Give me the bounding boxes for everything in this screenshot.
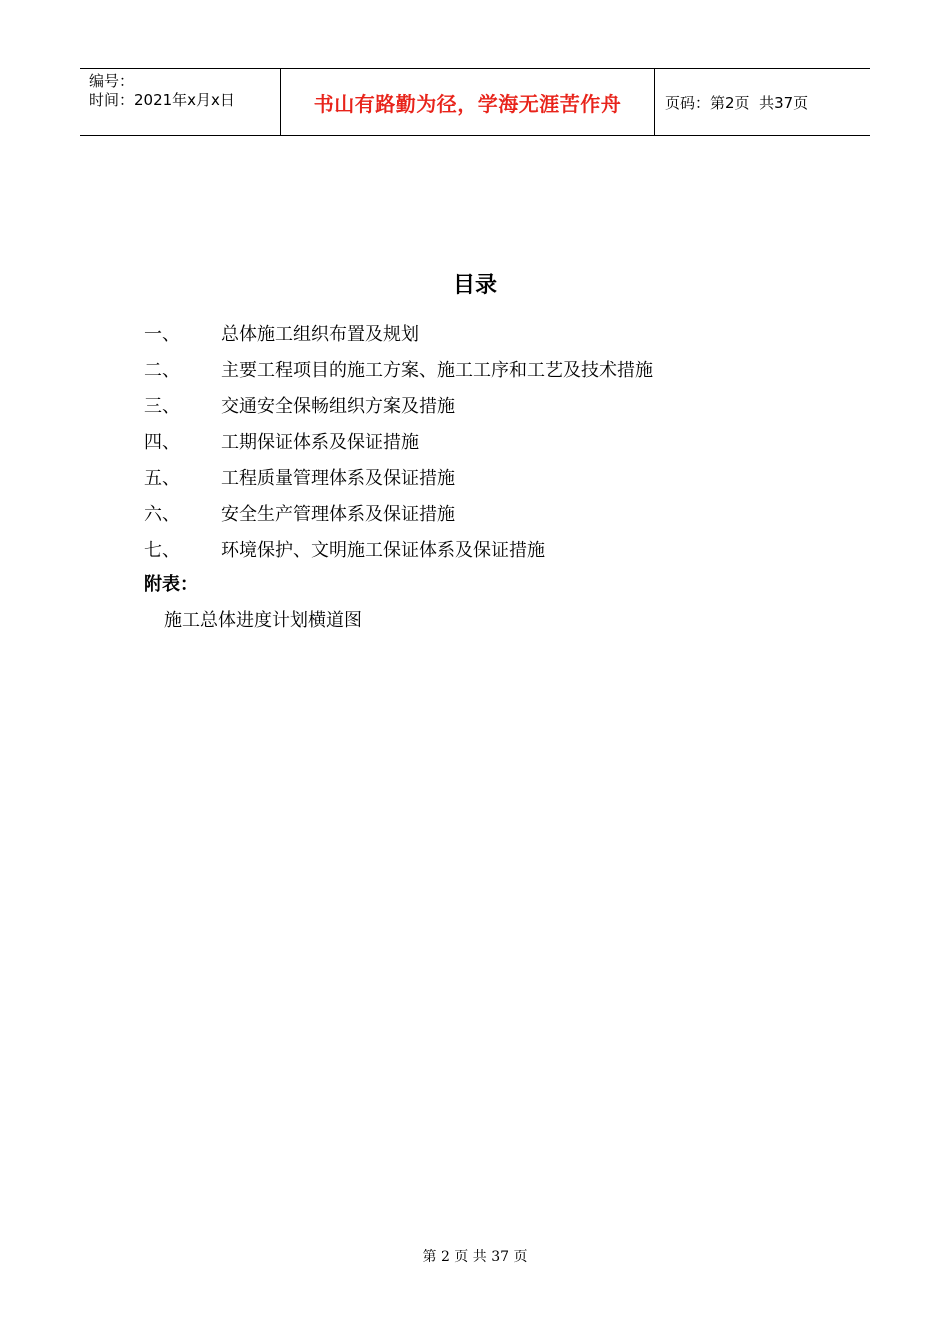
- toc-item-number: 一、: [144, 324, 180, 345]
- header-page-info: 页码：第2页 共37页: [665, 93, 809, 112]
- toc-item-label: 安全生产管理体系及保证措施: [221, 504, 455, 525]
- toc-item: [144, 536, 653, 572]
- toc-item-label: 主要工程项目的施工方案、施工工序和工艺及技术措施: [221, 360, 653, 381]
- header-page-cell: [655, 69, 870, 135]
- page-footer: 第 2 页 共 37 页: [422, 1249, 528, 1265]
- toc-item-number: 六、: [144, 504, 180, 525]
- toc-item-number: 三、: [144, 396, 180, 417]
- header-meta-cell: [80, 69, 281, 135]
- toc-item-number: 四、: [144, 432, 180, 453]
- toc-item: [144, 320, 653, 356]
- toc-item-label: 工程质量管理体系及保证措施: [221, 468, 455, 489]
- toc-item-number: 七、: [144, 540, 180, 561]
- toc-item: [144, 500, 653, 536]
- toc-item-label: 环境保护、文明施工保证体系及保证措施: [221, 540, 545, 561]
- toc-item-label: 总体施工组织布置及规划: [221, 324, 419, 345]
- toc-item: [144, 392, 653, 428]
- toc-item: [144, 464, 653, 500]
- appendix-label: 附表：: [144, 574, 198, 595]
- toc-item-label: 工期保证体系及保证措施: [221, 432, 419, 453]
- toc-item-number: 五、: [144, 468, 180, 489]
- toc-title: 目录: [452, 273, 497, 298]
- toc-item: [144, 428, 653, 464]
- toc-item-number: 二、: [144, 360, 180, 381]
- toc-item-label: 交通安全保畅组织方案及措施: [221, 396, 455, 417]
- header-motto-cell: [281, 69, 655, 135]
- document-header: [80, 68, 870, 136]
- date-label: 时间：2021年x月x日: [89, 91, 235, 109]
- appendix-item: 施工总体进度计划横道图: [164, 610, 362, 631]
- header-motto: 书山有路勤为径，学海无涯苦作舟: [313, 91, 622, 116]
- toc-item: [144, 356, 653, 392]
- toc-list: [144, 320, 653, 572]
- serial-number-label: 编号：: [89, 72, 135, 90]
